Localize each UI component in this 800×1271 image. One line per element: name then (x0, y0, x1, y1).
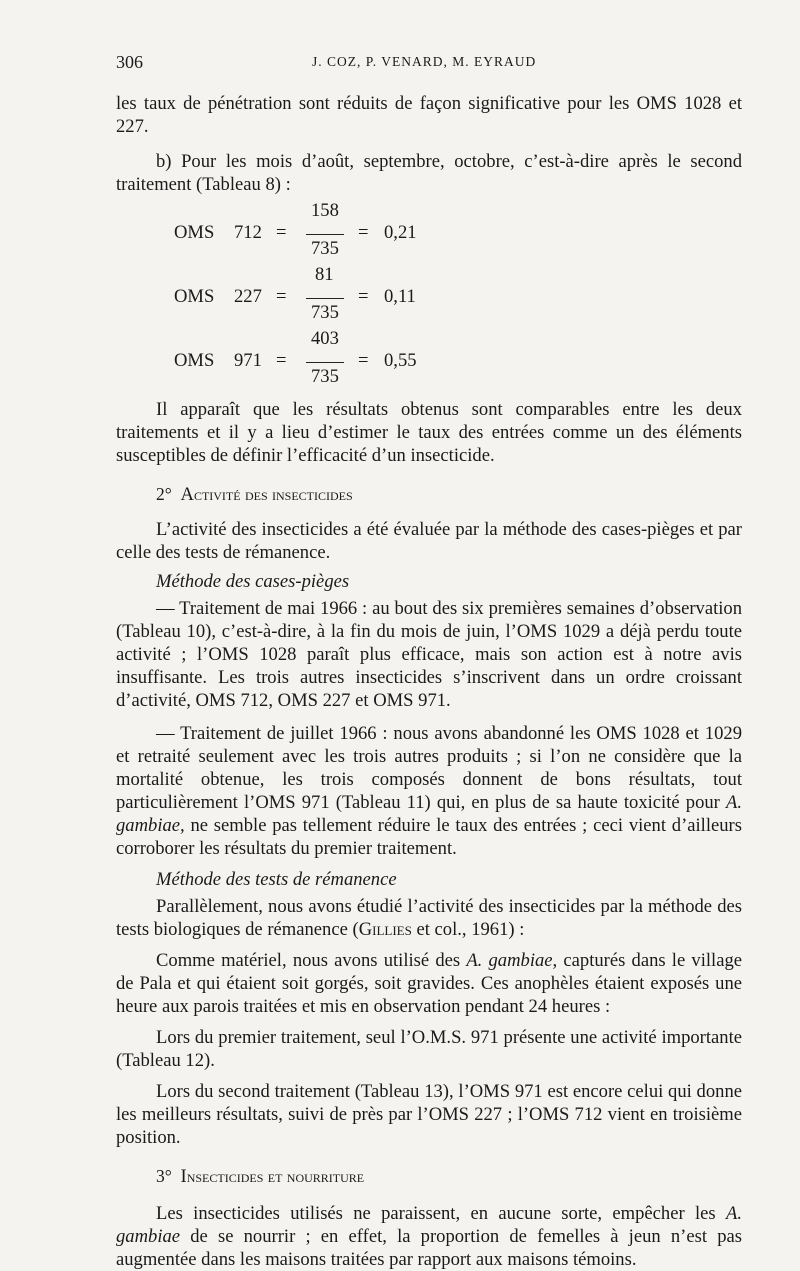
species-name: A. gambiae, (466, 950, 558, 971)
section-heading-3 (156, 1165, 742, 1188)
equation-result: 0,11 (384, 286, 416, 307)
species-name: A. gambiae (116, 1203, 742, 1247)
equation-oms-227 (116, 264, 742, 328)
equation-label: OMS (174, 350, 215, 371)
section-number: 3° (156, 1166, 172, 1186)
text-run: Parallèlement, nous avons étudié l’activité des insecticides par la méthode des tests biologiques de rémanence ( (116, 896, 742, 940)
equals-sign: = (276, 350, 287, 371)
equation-label: OMS (174, 286, 215, 307)
fraction-bar (306, 234, 344, 235)
paragraph: Lors du premier traitement, seul l’O.M.S. 971 présente une activité importante (Tableau 12). (116, 1027, 742, 1071)
paragraph (116, 895, 742, 941)
numerator: 158 (311, 200, 339, 221)
equation-oms-712 (116, 200, 742, 264)
text-run: Comme matériel, nous avons utilisé des (156, 950, 467, 971)
subheading-cases-pieges: Méthode des cases-pièges (156, 571, 350, 592)
section-title: ctivité des insecticides (193, 484, 353, 504)
paragraph (116, 949, 742, 1018)
equals-sign: = (276, 222, 287, 243)
species-name: A. gambiae, (116, 792, 742, 836)
equation-label: OMS (174, 222, 215, 243)
numerator: 81 (315, 264, 334, 285)
paragraph: Il apparaît que les résultats obtenus sont comparables entre les deux traitements et il y a lieu d’estimer le taux des entrées comme un des éléments susceptibles de définir l’efficacité d’un insecticide. (116, 399, 742, 466)
equation-oms-971 (116, 328, 742, 392)
equation-code: 227 (234, 286, 262, 307)
equation-block (116, 200, 742, 392)
fraction-bar (306, 362, 344, 363)
paragraph (116, 1202, 742, 1271)
subheading-tests-remanence: Méthode des tests de rémanence (156, 869, 397, 890)
text-run: de se nourrir ; en effet, la proportion de femelles à jeun n’est pas augmentée dans les maisons traitées par rapport aux maisons témoins. (116, 1226, 742, 1270)
paragraph (116, 722, 742, 860)
paragraph: — Traitement de mai 1966 : au bout des six premières semaines d’observation (Tableau 10), c’est-à-dire, à la fin du mois de juin, l’OMS 1029 a déjà perdu toute activité ; l’OMS 1028 paraît plus efficace, mais son action est à notre avis insuffisante. Les trois autres insecticides s’inscrivent dans un ordre croissant d’activité, OMS 712, OMS 227 et OMS 971. (116, 598, 742, 711)
section-title-initial: I (180, 1166, 187, 1187)
numerator: 403 (311, 328, 339, 349)
fraction-bar (306, 298, 344, 299)
equation-code: 712 (234, 222, 262, 243)
section-heading-2 (156, 483, 742, 506)
text-run: capturés dans le village de Pala et qui étaient soit gorgés, soit gravides. Ces anophèles étaient exposés une heure aux parois traitées et mis en observation pendant 24 heures : (116, 950, 743, 1017)
denominator: 735 (311, 366, 339, 387)
denominator: 735 (311, 302, 339, 323)
paragraph: Lors du second traitement (Tableau 13), l’OMS 971 est encore celui qui donne les meilleurs résultats, suivi de près par l’OMS 227 ; l’OMS 712 vient en troisième position. (116, 1081, 742, 1148)
text-run: ne semble pas tellement réduire le taux des entrées ; ceci vient d’ailleurs corroborer les résultats du premier traitement. (116, 815, 742, 859)
page-header (116, 52, 742, 76)
paragraph: les taux de pénétration sont réduits de façon significative pour les OMS 1028 et 227. (116, 93, 742, 137)
equals-sign: = (358, 222, 369, 243)
section-title: nsecticides et nourriture (186, 1166, 365, 1186)
paragraph: b) Pour les mois d’août, septembre, octobre, c’est-à-dire après le second traitement (Tableau 8) : (116, 151, 742, 195)
denominator: 735 (311, 238, 339, 259)
equals-sign: = (358, 350, 369, 371)
equation-result: 0,55 (384, 350, 417, 371)
section-number: 2° (156, 484, 172, 504)
text-run: Les insecticides utilisés ne paraissent, en aucune sorte, empêcher les (156, 1203, 726, 1224)
paragraph: L’activité des insecticides a été évaluée par la méthode des cases-pièges et par celle des tests de rémanence. (116, 519, 742, 563)
text-run: et col., 1961) : (411, 919, 525, 940)
author-name: Gillies (358, 919, 412, 940)
page-number: 306 (116, 52, 143, 72)
equals-sign: = (276, 286, 287, 307)
running-title: J. COZ, P. VENARD, M. EYRAUD (312, 54, 537, 69)
equation-code: 971 (234, 350, 262, 371)
text-run: — Traitement de juillet 1966 : nous avons abandonné les OMS 1028 et 1029 et retraité seulement avec les trois autres produits ; si l’on ne considère que la mortalité obtenue, les trois composés donnent de bons résultats, tout particulièrement l’OMS 971 (Tableau 11) qui, en plus de sa haute toxicité pour (116, 723, 742, 813)
equals-sign: = (358, 286, 369, 307)
document-page (116, 52, 742, 1271)
equation-result: 0,21 (384, 222, 417, 243)
section-title-initial: A (180, 484, 194, 505)
